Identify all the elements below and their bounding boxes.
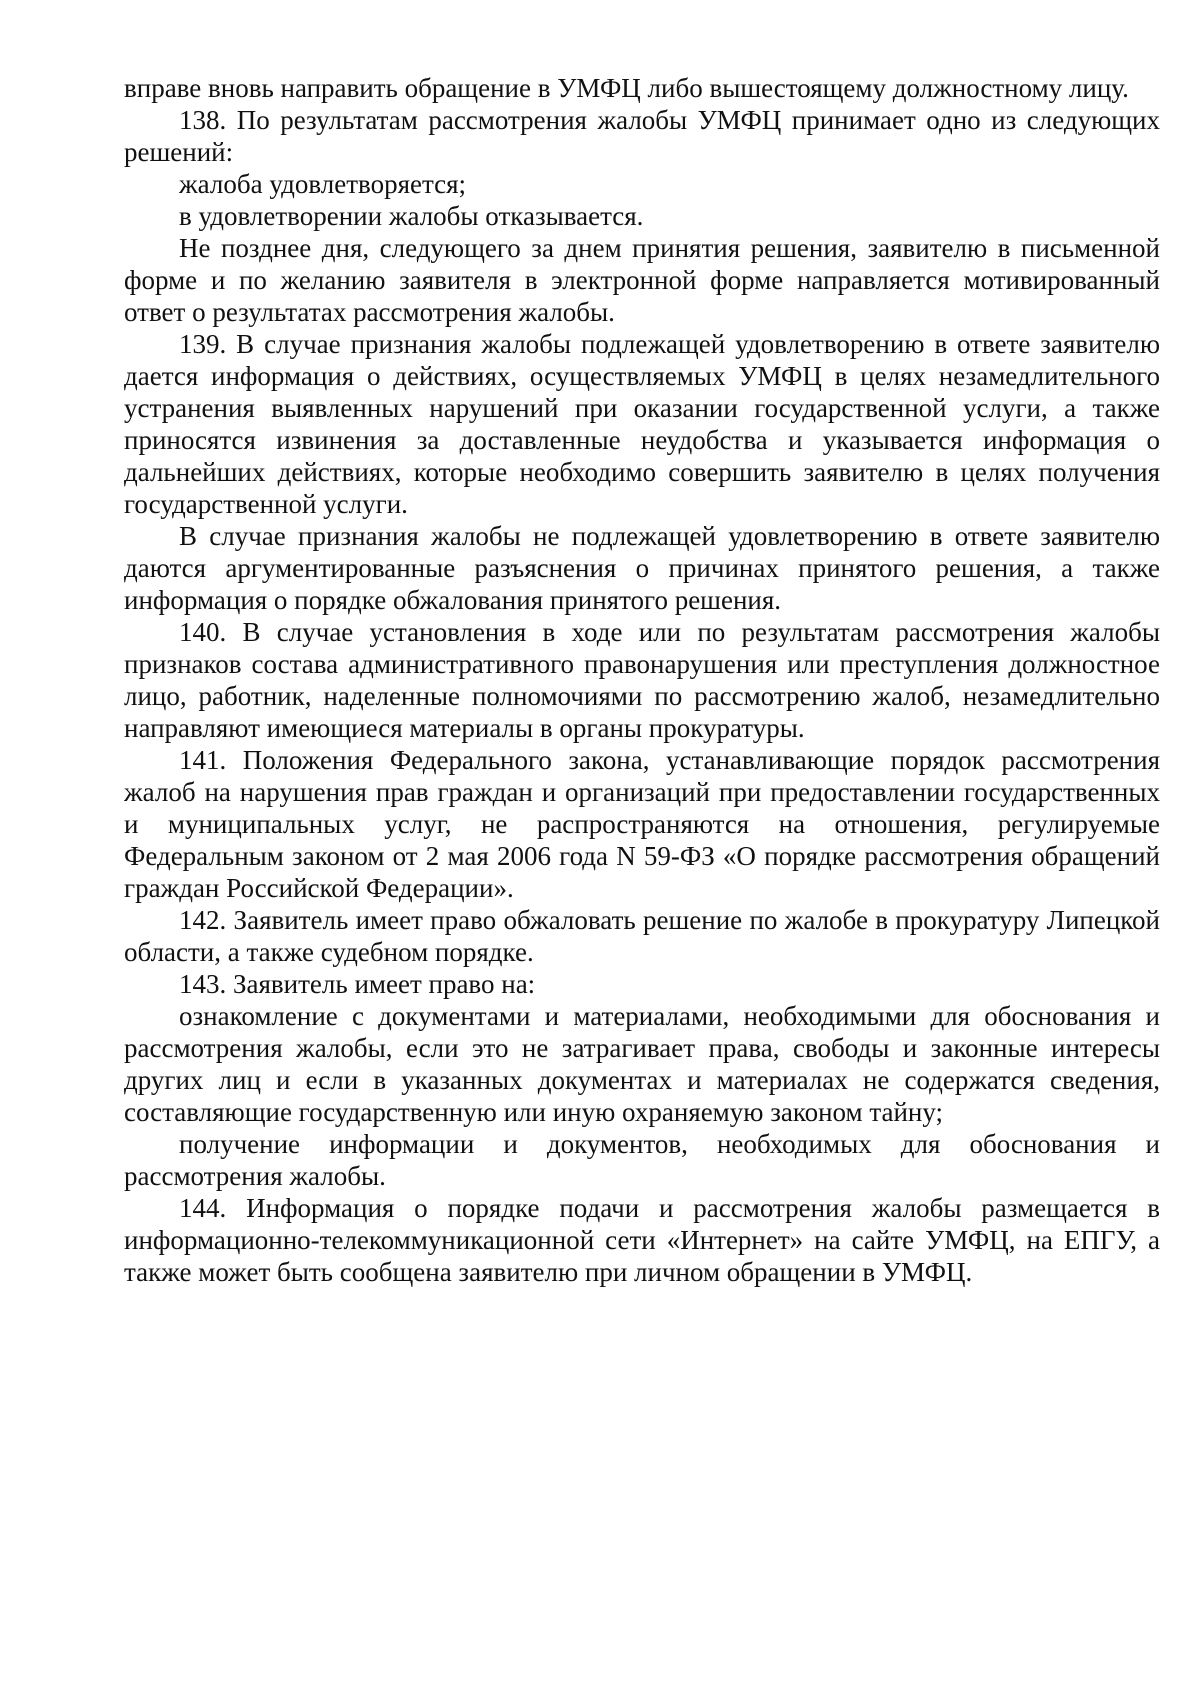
paragraph-response-deadline: Не позднее дня, следующего за днем принятия решения, заявителю в письменной форме и по желанию заявителя в электронной форме направляется мотивированный ответ о результатах рассмотрения жалобы. bbox=[124, 233, 1160, 327]
paragraph-141: 141. Положения Федерального закона, устанавливающие порядок рассмотрения жалоб на нарушения прав граждан и организаций при предоставлении государственных и муниципальных услуг, не распространяются на отношения, регулируемые Федеральным законом от 2 мая 2006 года N 59-ФЗ «О порядке рассмотрения обращений граждан Российской Федерации». bbox=[124, 745, 1160, 903]
decision-option-satisfied: жалоба удовлетворяется; bbox=[179, 169, 467, 199]
paragraph-143: 143. Заявитель имеет право на: bbox=[179, 969, 536, 999]
paragraph-144: 144. Информация о порядке подачи и рассмотрения жалобы размещается в информационно-телекоммуникационной сети «Интернет» на сайте УМФЦ, на ЕПГУ, а также может быть сообщена заявителю при личном обращении в УМФЦ. bbox=[124, 1193, 1160, 1287]
right-item-familiarization: ознакомление с документами и материалами, необходимыми для обоснования и рассмотрения жалобы, если это не затрагивает права, свободы и законные интересы других лиц и если в указанных документах и материалах не содержатся сведения, составляющие государственную или иную охраняемую законом тайну; bbox=[124, 1001, 1160, 1127]
paragraph-142: 142. Заявитель имеет право обжаловать решение по жалобе в прокуратуру Липецкой области, а также судебном порядке. bbox=[124, 905, 1160, 967]
decision-option-refused: в удовлетворении жалобы отказывается. bbox=[179, 201, 644, 231]
right-item-information: получение информации и документов, необходимых для обоснования и рассмотрения жалобы. bbox=[124, 1129, 1160, 1191]
document-page bbox=[124, 72, 1160, 1288]
paragraph-140: 140. В случае установления в ходе или по результатам рассмотрения жалобы признаков состава административного правонарушения или преступления должностное лицо, работник, наделенные полномочиями по рассмотрению жалоб, незамедлительно направляют имеющиеся материалы в органы прокуратуры. bbox=[124, 617, 1160, 743]
paragraph-138: 138. По результатам рассмотрения жалобы УМФЦ принимает одно из следующих решений: bbox=[124, 105, 1160, 167]
paragraph-139-refusal: В случае признания жалобы не подлежащей удовлетворению в ответе заявителю даются аргументированные разъяснения о причинах принятого решения, а также информация о порядке обжалования принятого решения. bbox=[124, 521, 1160, 615]
paragraph-139: 139. В случае признания жалобы подлежащей удовлетворению в ответе заявителю дается информация о действиях, осуществляемых УМФЦ в целях незамедлительного устранения выявленных нарушений при оказании государственной услуги, а также приносятся извинения за доставленные неудобства и указывается информация о дальнейших действиях, которые необходимо совершить заявителю в целях получения государственной услуги. bbox=[124, 329, 1160, 519]
paragraph-continuation: вправе вновь направить обращение в УМФЦ либо вышестоящему должностному лицу. bbox=[124, 73, 1129, 103]
